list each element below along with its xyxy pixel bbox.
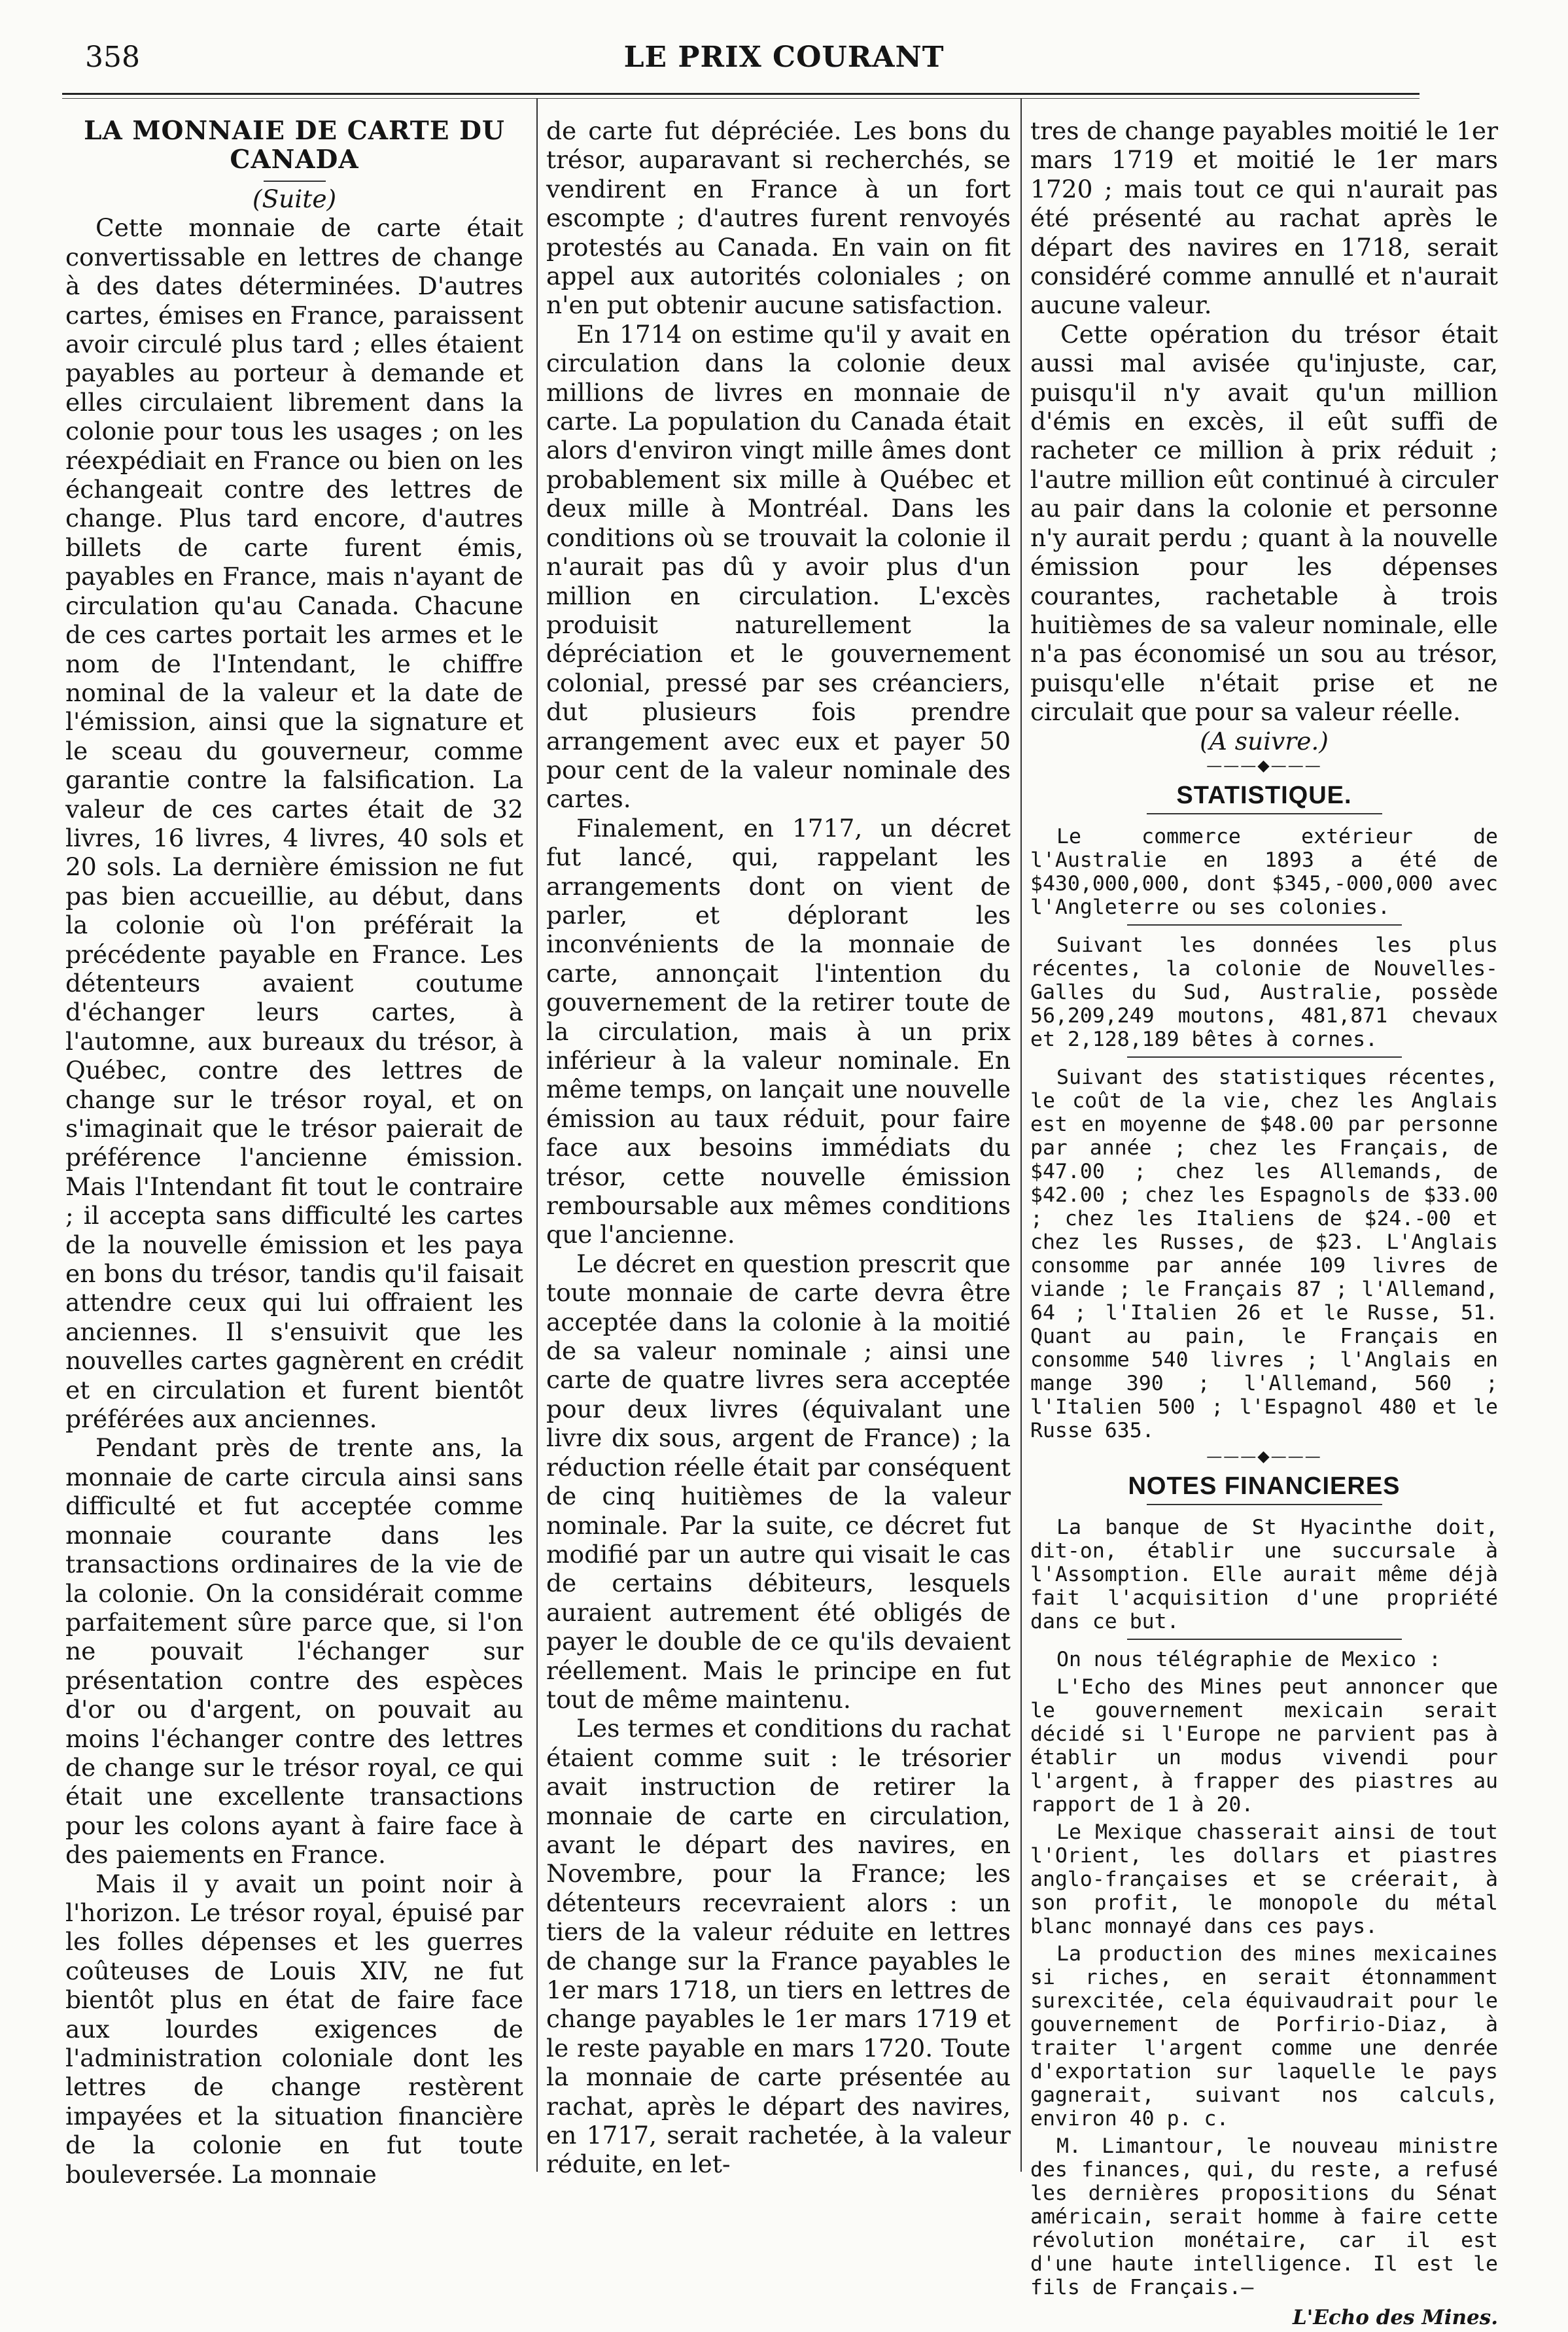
statistique-item: Suivant des statistiques récentes, le coût de la vie, chez les Anglais est en moyenne de $48.00 par personne par année ; chez les Français, de $47.00 ; chez les Allemands, de $42.00 ; chez les Espagnols de $33.00 ; chez les Italiens de $24.-00 et chez les Russes, de $23. L'Anglais consomme par année 109 livres de viande ; le Français 87 ; l'Allemand, 64 ; l'Italien 26 et le Russe, 51. Quant au pain, le Français en consomme 540 livres ; l'Anglais en mange 390 ; l'Allemand, 560 ; l'Italien 500 ; l'Espagnol 480 et le Russe 635.	[1030, 1065, 1498, 1442]
paragraph: Le décret en question prescrit que toute monnaie de carte devra être acceptée dans la colonie à la moitié de sa valeur nominale ; ainsi une carte de quatre livres sera acceptée pour deux livres (équivalant une livre dix sous, argent de France) ; la réduction réelle était par conséquent de cinq huitièmes de la valeur nominale. Par la suite, ce décret fut modifié par un autre qui visait le cas de certains débiteurs, lesquels auraient autrement été obligés de payer le double de ce qu'ils devaient réellement. Mais le principe en fut tout de même maintenu.	[546, 1249, 1011, 1714]
notes-item: Le Mexique chasserait ainsi de tout l'Orient, les dollars et piastres anglo-françaises et se créerait, à son profit, le monopole du métal blanc monnayé dans ces pays.	[1030, 1820, 1498, 1938]
statistique-item: Suivant les données les plus récentes, la colonie de Nouvelles-Galles du Sud, Australie, possède 56,209,249 moutons, 481,871 chevaux et 2,128,189 bêtes à cornes.	[1030, 933, 1498, 1051]
section-rule	[1147, 813, 1382, 814]
source-credit: L'Echo des Mines.	[1292, 2305, 1498, 2329]
paragraph: tres de change payables moitié le 1er mars 1719 et moitié le 1er mars 1720 ; mais tout ce qui n'aurait pas été présenté au rachat après le départ des navires en 1718, serait considéré comme annullé et n'aurait aucune valeur.	[1030, 116, 1498, 320]
notes-item: La production des mines mexicaines si riches, en serait étonnamment surexcitée, cela équivaudrait pour le gouvernement de Porfirio-Diaz, à traiter l'argent comme une denrée d'exportation sur laquelle le pays gagnerait, suivant nos calculs, environ 40 p. c.	[1030, 1941, 1498, 2131]
paragraph: En 1714 on estime qu'il y avait en circulation dans la colonie deux millions de livres en monnaie de carte. La population du Canada était alors d'environ vingt mille âmes dont probablement six mille à Québec et deux mille à Montréal. Dans les conditions où se trouvait la colonie il n'aurait pas dû y avoir plus d'un million en circulation. L'excès produisit naturellement la dépréciation et le gouvernement colonial, pressé par ses créanciers, dut plusieurs fois prendre arrangement avec eux et payer 50 pour cent de la valeur nominale des cartes.	[546, 319, 1011, 814]
item-rule	[1127, 1056, 1402, 1058]
column-3	[1030, 116, 1498, 2332]
column-1	[65, 116, 523, 2189]
article-subtitle: (Suite)	[252, 184, 337, 213]
item-rule	[1127, 1639, 1402, 1640]
paragraph: Mais il y avait un point noir à l'horizon. Le trésor royal, épuisé par les folles dépenses et les guerres coûteuses de Louis XIV, ne fut bientôt plus en état de faire face aux lourdes exigences de l'administration coloniale dont les lettres de change restèrent impayées et la situation financière de la colonie en fut toute bouleversée. La monnaie	[65, 1869, 523, 2189]
notes-item: M. Limantour, le nouveau ministre des finances, qui, du reste, a refusé les dernières propositions du Sénat américain, serait homme à faire cette révolution monétaire, car il est d'une haute intelligence. Il est le fils de Français.—	[1030, 2134, 1498, 2299]
ornament-divider: ———◆———	[1206, 756, 1322, 774]
paragraph: Cette monnaie de carte était convertissable en lettres de change à des dates déterminées. D'autres cartes, émises en France, paraissent avoir circulé plus tard ; elles étaient payables au porteur à demande et elles circulaient librement dans la colonie pour tous les usages ; on les réexpédiait en France ou bien on les échangeait contre des lettres de change. Plus tard encore, d'autres billets de carte furent émis, payables en France, mais n'ayant de circulation qu'au Canada. Chacune de ces cartes portait les armes et le nom de l'Intendant, le chiffre nominal de la valeur et la date de l'émission, ainsi que la signature et le sceau du gouverneur, comme garantie contre la falsification. La valeur de ces cartes était de 32 livres, 16 livres, 4 livres, 40 sols et 20 sols. La dernière émission ne fut pas bien accueillie, au début, dans la colonie où l'on préférait la précédente payable en France. Les détenteurs avaient coutume d'échanger leurs cartes, à l'automne, aux bureaux du trésor, à Québec, contre des lettres de change sur le trésor royal, et on s'imaginait que le trésor paierait de préférence l'ancienne émission. Mais l'Intendant fit tout le contraire ; il accepta sans difficulté les cartes de la nouvelle émission et les paya en bons du trésor, tandis qu'il faisait attendre ceux qui lui offraient les anciennes. Il s'ensuivit que les nouvelles cartes gagnèrent en crédit et en circulation et furent bientôt préférées aux anciennes.	[65, 213, 523, 1434]
column-divider	[536, 98, 538, 2172]
page-header	[0, 41, 1568, 86]
running-title: LE PRIX COURANT	[623, 41, 945, 74]
notes-item: La banque de St Hyacinthe doit, dit-on, établir une succursale à l'Assomption. Elle aurait même déjà fait l'acquisition d'une propriété dans ce but.	[1030, 1515, 1498, 1633]
page-number: 358	[85, 41, 140, 74]
paragraph: Cette opération du trésor était aussi mal avisée qu'injuste, car, puisqu'il n'y avait qu'un million d'émis en excès, il eût suffi de racheter ce million à prix réduit ; l'autre million eût continué à circuler au pair dans la colonie et personne n'y aurait perdu ; quant à la nouvelle émission pour les dépenses courantes, rachetable à trois huitièmes de sa valeur nominale, elle n'a pas économisé un sou au trésor, puisqu'elle n'était prise et ne circulait que pour sa valeur réelle.	[1030, 319, 1498, 727]
title-rule	[264, 181, 326, 182]
column-divider	[1020, 98, 1022, 2172]
ornament-divider: ———◆———	[1206, 1446, 1322, 1465]
item-rule	[1127, 924, 1402, 926]
header-rule	[62, 93, 1420, 95]
section-rule	[1147, 1504, 1382, 1505]
header-rule-thin	[62, 98, 1420, 99]
paragraph: Les termes et conditions du rachat étaient comme suit : le trésorier avait instruction de retirer la monnaie de carte en circulation, avant le départ des navires, en Novembre, pour la France; les détenteurs recevraient alors : un tiers de la valeur réduite en lettres de change sur la France payables le 1er mars 1718, un tiers en lettres de change payables le 1er mars 1719 et le reste payable en mars 1720. Toute la monnaie de carte présentée au rachat, après le départ des navires, en 1717, serait rachetée, à la valeur réduite, en let-	[546, 1714, 1011, 2179]
paragraph: Pendant près de trente ans, la monnaie de carte circula ainsi sans difficulté et fut acceptée comme monnaie courante dans les transactions ordinaires de la vie de la colonie. On la considérait comme parfaitement sûre parce que, si l'on ne pouvait l'échanger sur présentation contre des espèces d'or ou d'argent, on pouvait au moins l'échanger contre des lettres de change sur le trésor royal, ce qui était une excellente transactions pour les colons ayant à faire face à des paiements en France.	[65, 1433, 523, 1870]
statistique-item: Le commerce extérieur de l'Australie en 1893 a été de $430,000,000, dont $345,-000,000 avec l'Angleterre ou ses colonies.	[1030, 824, 1498, 919]
to-be-continued: (A suivre.)	[1200, 726, 1329, 756]
notes-item: L'Echo des Mines peut annoncer que le gouvernement mexicain serait décidé si l'Europe ne parvient pas à établir un modus vivendi pour l'argent, à frapper des piastres au rapport de 1 à 20.	[1030, 1675, 1498, 1817]
notes-item: On nous télégraphie de Mexico :	[1056, 1647, 1441, 1671]
paragraph: Finalement, en 1717, un décret fut lancé, qui, rappelant les arrangements dont on vient de parler, et déplorant les inconvénients de la monnaie de carte, annonçait l'intention du gouvernement de la retirer toute de la circulation, mais à un prix inférieur à la valeur nominale. En même temps, on lançait une nouvelle émission au taux réduit, pour faire face aux besoins immédiats du trésor, cette nouvelle émission remboursable aux mêmes conditions que l'ancienne.	[546, 813, 1011, 1249]
article-title: LA MONNAIE DE CARTE DU CANADA	[84, 116, 505, 175]
paragraph: de carte fut dépréciée. Les bons du trésor, auparavant si recherchés, se vendirent en France à un fort escompte ; d'autres furent renvoyés protestés au Canada. En vain on fit appel aux autorités coloniales ; on n'en put obtenir aucune satisfaction.	[546, 116, 1011, 320]
notes-heading: NOTES FINANCIERES	[1128, 1472, 1401, 1500]
statistique-heading: STATISTIQUE.	[1176, 781, 1352, 809]
column-2	[546, 116, 1011, 2179]
